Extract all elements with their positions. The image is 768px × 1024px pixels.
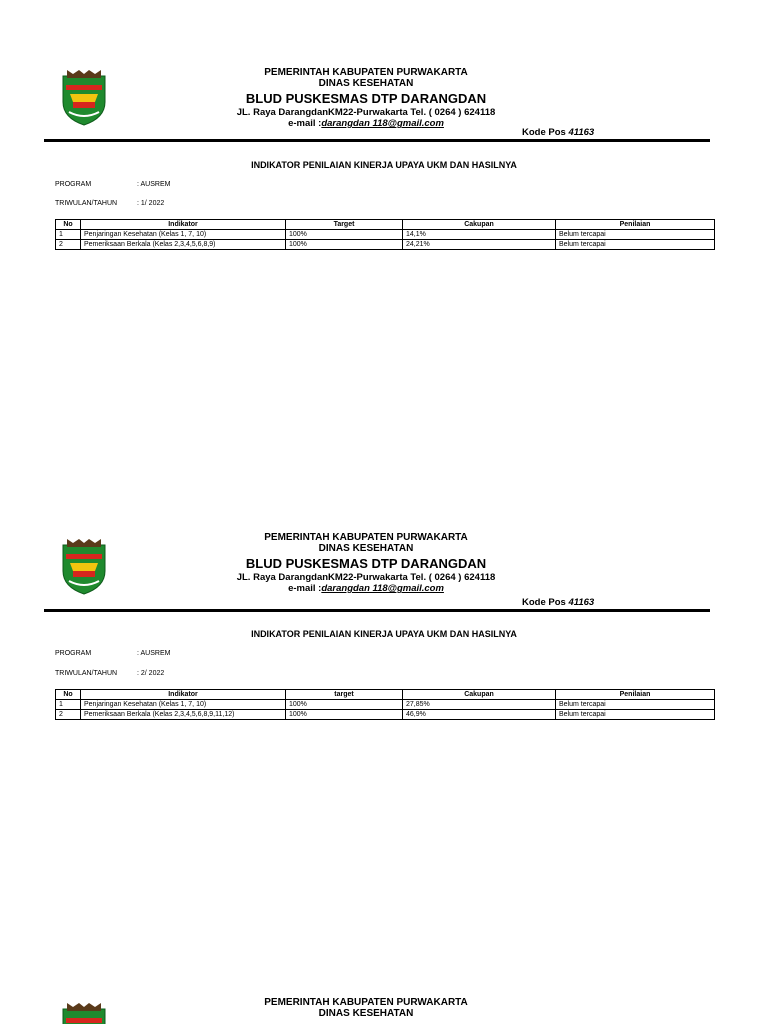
header-divider bbox=[44, 609, 710, 612]
cell-no: 2 bbox=[56, 240, 81, 250]
indicator-table bbox=[55, 219, 715, 250]
government-name: PEMERINTAH KABUPATEN PURWAKARTA bbox=[264, 67, 468, 78]
report-title: INDIKATOR PENILAIAN KINERJA UPAYA UKM DAN HASILNYA bbox=[251, 629, 517, 639]
institution-name: BLUD PUSKESMAS DTP DARANGDAN bbox=[245, 556, 487, 571]
postal-code-value: 41163 bbox=[568, 597, 595, 608]
email-link[interactable]: darangdan 118@gmail.com bbox=[321, 583, 444, 594]
table-row bbox=[56, 700, 715, 710]
col-header-no: No bbox=[56, 220, 81, 230]
cell-cakupan: 24,21% bbox=[403, 240, 556, 250]
program-value: : AUSREM bbox=[137, 650, 171, 657]
department-name: DINAS KESEHATAN bbox=[318, 543, 414, 554]
period-label: TRIWULAN/TAHUN bbox=[55, 200, 118, 207]
email-label: e-mail : bbox=[288, 583, 322, 594]
col-header-target: target bbox=[286, 690, 403, 700]
institution-name: BLUD PUSKESMAS DTP DARANGDAN bbox=[245, 91, 487, 106]
email-link[interactable]: darangdan 118@gmail.com bbox=[321, 118, 444, 129]
report-title: INDIKATOR PENILAIAN KINERJA UPAYA UKM DAN HASILNYA bbox=[251, 160, 517, 170]
department-name: DINAS KESEHATAN bbox=[318, 1008, 414, 1019]
cell-indikator: Penjaringan Kesehatan (Kelas 1, 7, 10) bbox=[81, 230, 286, 240]
cell-target: 100% bbox=[286, 700, 403, 710]
cell-indikator: Penjaringan Kesehatan (Kelas 1, 7, 10) bbox=[81, 700, 286, 710]
col-header-penilaian: Penilaian bbox=[556, 690, 715, 700]
table-header-row bbox=[56, 220, 715, 230]
program-value: : AUSREM bbox=[137, 181, 171, 188]
cell-target: 100% bbox=[286, 240, 403, 250]
postal-code-label: Kode Pos bbox=[522, 127, 566, 138]
col-header-target: Target bbox=[286, 220, 403, 230]
letterhead bbox=[236, 532, 496, 594]
letterhead bbox=[240, 997, 492, 1019]
report-section-1 bbox=[0, 0, 768, 470]
postal-code-value: 41163 bbox=[568, 127, 595, 138]
email-label: e-mail : bbox=[288, 118, 322, 129]
cell-no: 1 bbox=[56, 230, 81, 240]
email-line bbox=[240, 118, 492, 129]
report-section-2 bbox=[0, 469, 768, 939]
program-label: PROGRAM bbox=[55, 650, 92, 657]
letterhead bbox=[236, 67, 496, 129]
cell-penilaian: Belum tercapai bbox=[556, 240, 715, 250]
cell-no: 1 bbox=[56, 700, 81, 710]
government-name: PEMERINTAH KABUPATEN PURWAKARTA bbox=[264, 532, 468, 543]
table-header-row bbox=[56, 690, 715, 700]
cell-penilaian: Belum tercapai bbox=[556, 230, 715, 240]
cell-target: 100% bbox=[286, 710, 403, 720]
cell-penilaian: Belum tercapai bbox=[556, 710, 715, 720]
period-value: : 2/ 2022 bbox=[137, 670, 165, 677]
cell-penilaian: Belum tercapai bbox=[556, 700, 715, 710]
postal-code-label: Kode Pos bbox=[522, 597, 566, 608]
kabupaten-purwakarta-logo bbox=[61, 1001, 107, 1024]
cell-no: 2 bbox=[56, 710, 81, 720]
col-header-indikator: Indikator bbox=[81, 220, 286, 230]
report-section-3 bbox=[0, 935, 768, 1024]
period-label: TRIWULAN/TAHUN bbox=[55, 670, 118, 677]
government-name: PEMERINTAH KABUPATEN PURWAKARTA bbox=[264, 997, 468, 1008]
period-value: : 1/ 2022 bbox=[137, 200, 165, 207]
table-row bbox=[56, 710, 715, 720]
cell-cakupan: 46,9% bbox=[403, 710, 556, 720]
program-row bbox=[55, 650, 171, 657]
period-row bbox=[55, 670, 165, 677]
col-header-cakupan: Cakupan bbox=[403, 220, 556, 230]
cell-target: 100% bbox=[286, 230, 403, 240]
program-label: PROGRAM bbox=[55, 181, 92, 188]
period-row bbox=[55, 200, 165, 207]
indicator-table bbox=[55, 689, 715, 720]
postal-code bbox=[522, 127, 594, 138]
kabupaten-purwakarta-logo bbox=[61, 68, 107, 126]
program-row bbox=[55, 181, 171, 188]
table-row bbox=[56, 240, 715, 250]
cell-cakupan: 14,1% bbox=[403, 230, 556, 240]
cell-indikator: Pemeriksaan Berkala (Kelas 2,3,4,5,6,8,9,11,12) bbox=[81, 710, 286, 720]
department-name: DINAS KESEHATAN bbox=[318, 78, 414, 89]
col-header-penilaian: Penilaian bbox=[556, 220, 715, 230]
email-line bbox=[240, 583, 492, 594]
address-line: JL. Raya DarangdanKM22-Purwakarta Tel. ( 0264 ) 624118 bbox=[236, 572, 496, 583]
header-divider bbox=[44, 139, 710, 142]
postal-code bbox=[522, 597, 594, 608]
col-header-indikator: Indikator bbox=[81, 690, 286, 700]
table-row bbox=[56, 230, 715, 240]
cell-indikator: Pemeriksaan Berkala (Kelas 2,3,4,5,6,8,9) bbox=[81, 240, 286, 250]
col-header-cakupan: Cakupan bbox=[403, 690, 556, 700]
address-line: JL. Raya DarangdanKM22-Purwakarta Tel. ( 0264 ) 624118 bbox=[236, 107, 496, 118]
kabupaten-purwakarta-logo bbox=[61, 537, 107, 595]
col-header-no: No bbox=[56, 690, 81, 700]
cell-cakupan: 27,85% bbox=[403, 700, 556, 710]
